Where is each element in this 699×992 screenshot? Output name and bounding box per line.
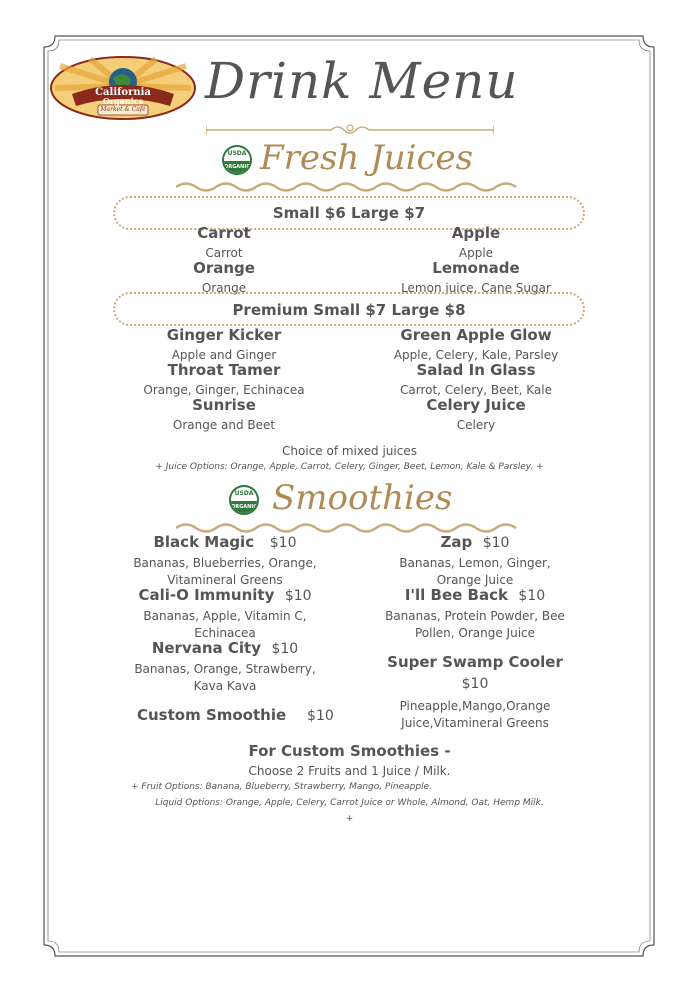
logo-line1: California [95, 87, 151, 98]
menu-item-desc: Lemon juice, Cane Sugar [401, 281, 551, 295]
menu-item-name: Green Apple Glow [400, 326, 552, 344]
menu-item-desc: Apple and Ginger [171, 348, 277, 362]
menu-item-desc: Orange [201, 281, 247, 295]
smoothie-name: Black Magic $10 [153, 533, 297, 551]
custom-smoothie-heading: For Custom Smoothies - [248, 742, 451, 760]
logo-line3: Market & Café [100, 106, 146, 113]
juice-options: + Juice Options: Orange, Apple, Carrot, Celery, Ginger, Beet, Lemon, Kale & Parsley. + [155, 462, 544, 472]
smoothie-name: Super Swamp Cooler [387, 653, 563, 671]
logo-line2: Organics [102, 96, 144, 106]
smoothie-price: $10 [461, 676, 489, 692]
smoothie-name: I'll Bee Back $10 [404, 586, 546, 604]
smoothie-desc: Bananas, Apple, Vitamin C, Echinacea [143, 609, 307, 640]
menu-item-name: Apple [451, 224, 501, 242]
menu-item-name: Lemonade [432, 259, 520, 277]
california-organics-logo [50, 56, 196, 120]
menu-item-name: Throat Tamer [167, 361, 281, 379]
menu-item-desc: Apple [458, 246, 494, 260]
section-title-fresh-juices: Fresh Juices [260, 138, 474, 178]
smoothie-name: Nervana City $10 [151, 639, 299, 657]
menu-item-name: Salad In Glass [416, 361, 536, 379]
smoothie-desc: Bananas, Lemon, Ginger, Orange Juice [399, 556, 551, 587]
mixed-juices-note: Choice of mixed juices [282, 444, 417, 458]
title-ornament [206, 122, 494, 138]
menu-item-desc: Orange and Beet [172, 418, 276, 432]
menu-item-name: Carrot [197, 224, 251, 242]
menu-item-desc: Carrot, Celery, Beet, Kale [399, 383, 552, 397]
usda-organic-icon: USDA ORGANIC [222, 145, 252, 175]
smoothie-desc: Pineapple,Mango,Orange Juice,Vitamineral Greens [399, 699, 551, 730]
smoothie-desc: Bananas, Orange, Strawberry, Kava Kava [134, 662, 316, 693]
smoothie-name: Cali-O Immunity $10 [138, 586, 312, 604]
price-tier-label: Small $6 Large $7 [272, 204, 426, 222]
fruit-options: + Fruit Options: Banana, Blueberry, Strawberry, Mango, Pineapple. [131, 782, 433, 792]
smoothie-desc: Bananas, Protein Powder, Bee Pollen, Orange Juice [385, 609, 565, 640]
liquid-options: Liquid Options: Orange, Apple, Celery, Carrot Juice or Whole, Almond, Oat, Hemp Milk. [155, 798, 544, 808]
page-title: Drink Menu [205, 52, 519, 110]
section-title-smoothies: Smoothies [272, 478, 453, 518]
menu-item-name: Celery Juice [426, 396, 526, 414]
menu-item-desc: Orange, Ginger, Echinacea [143, 383, 305, 397]
menu-item-desc: Apple, Celery, Kale, Parsley [393, 348, 559, 362]
menu-item-name: Sunrise [192, 396, 256, 414]
custom-smoothie-rule: Choose 2 Fruits and 1 Juice / Milk. [248, 764, 451, 778]
price-tier-label: Premium Small $7 Large $8 [232, 301, 466, 319]
menu-item-name: Orange [193, 259, 255, 277]
smoothie-name: Zap $10 [440, 533, 510, 551]
smoothie-desc: Bananas, Blueberries, Orange, Vitamineral Greens [133, 556, 317, 587]
smoothie-name: Custom Smoothie $10 [137, 706, 334, 724]
menu-item-desc: Celery [456, 418, 496, 432]
menu-item-desc: Carrot [205, 246, 243, 260]
menu-item-name: Ginger Kicker [166, 326, 282, 344]
wave-divider [176, 180, 524, 194]
usda-organic-icon: USDA ORGANIC [229, 485, 259, 515]
liquid-options-plus: + [345, 814, 354, 824]
